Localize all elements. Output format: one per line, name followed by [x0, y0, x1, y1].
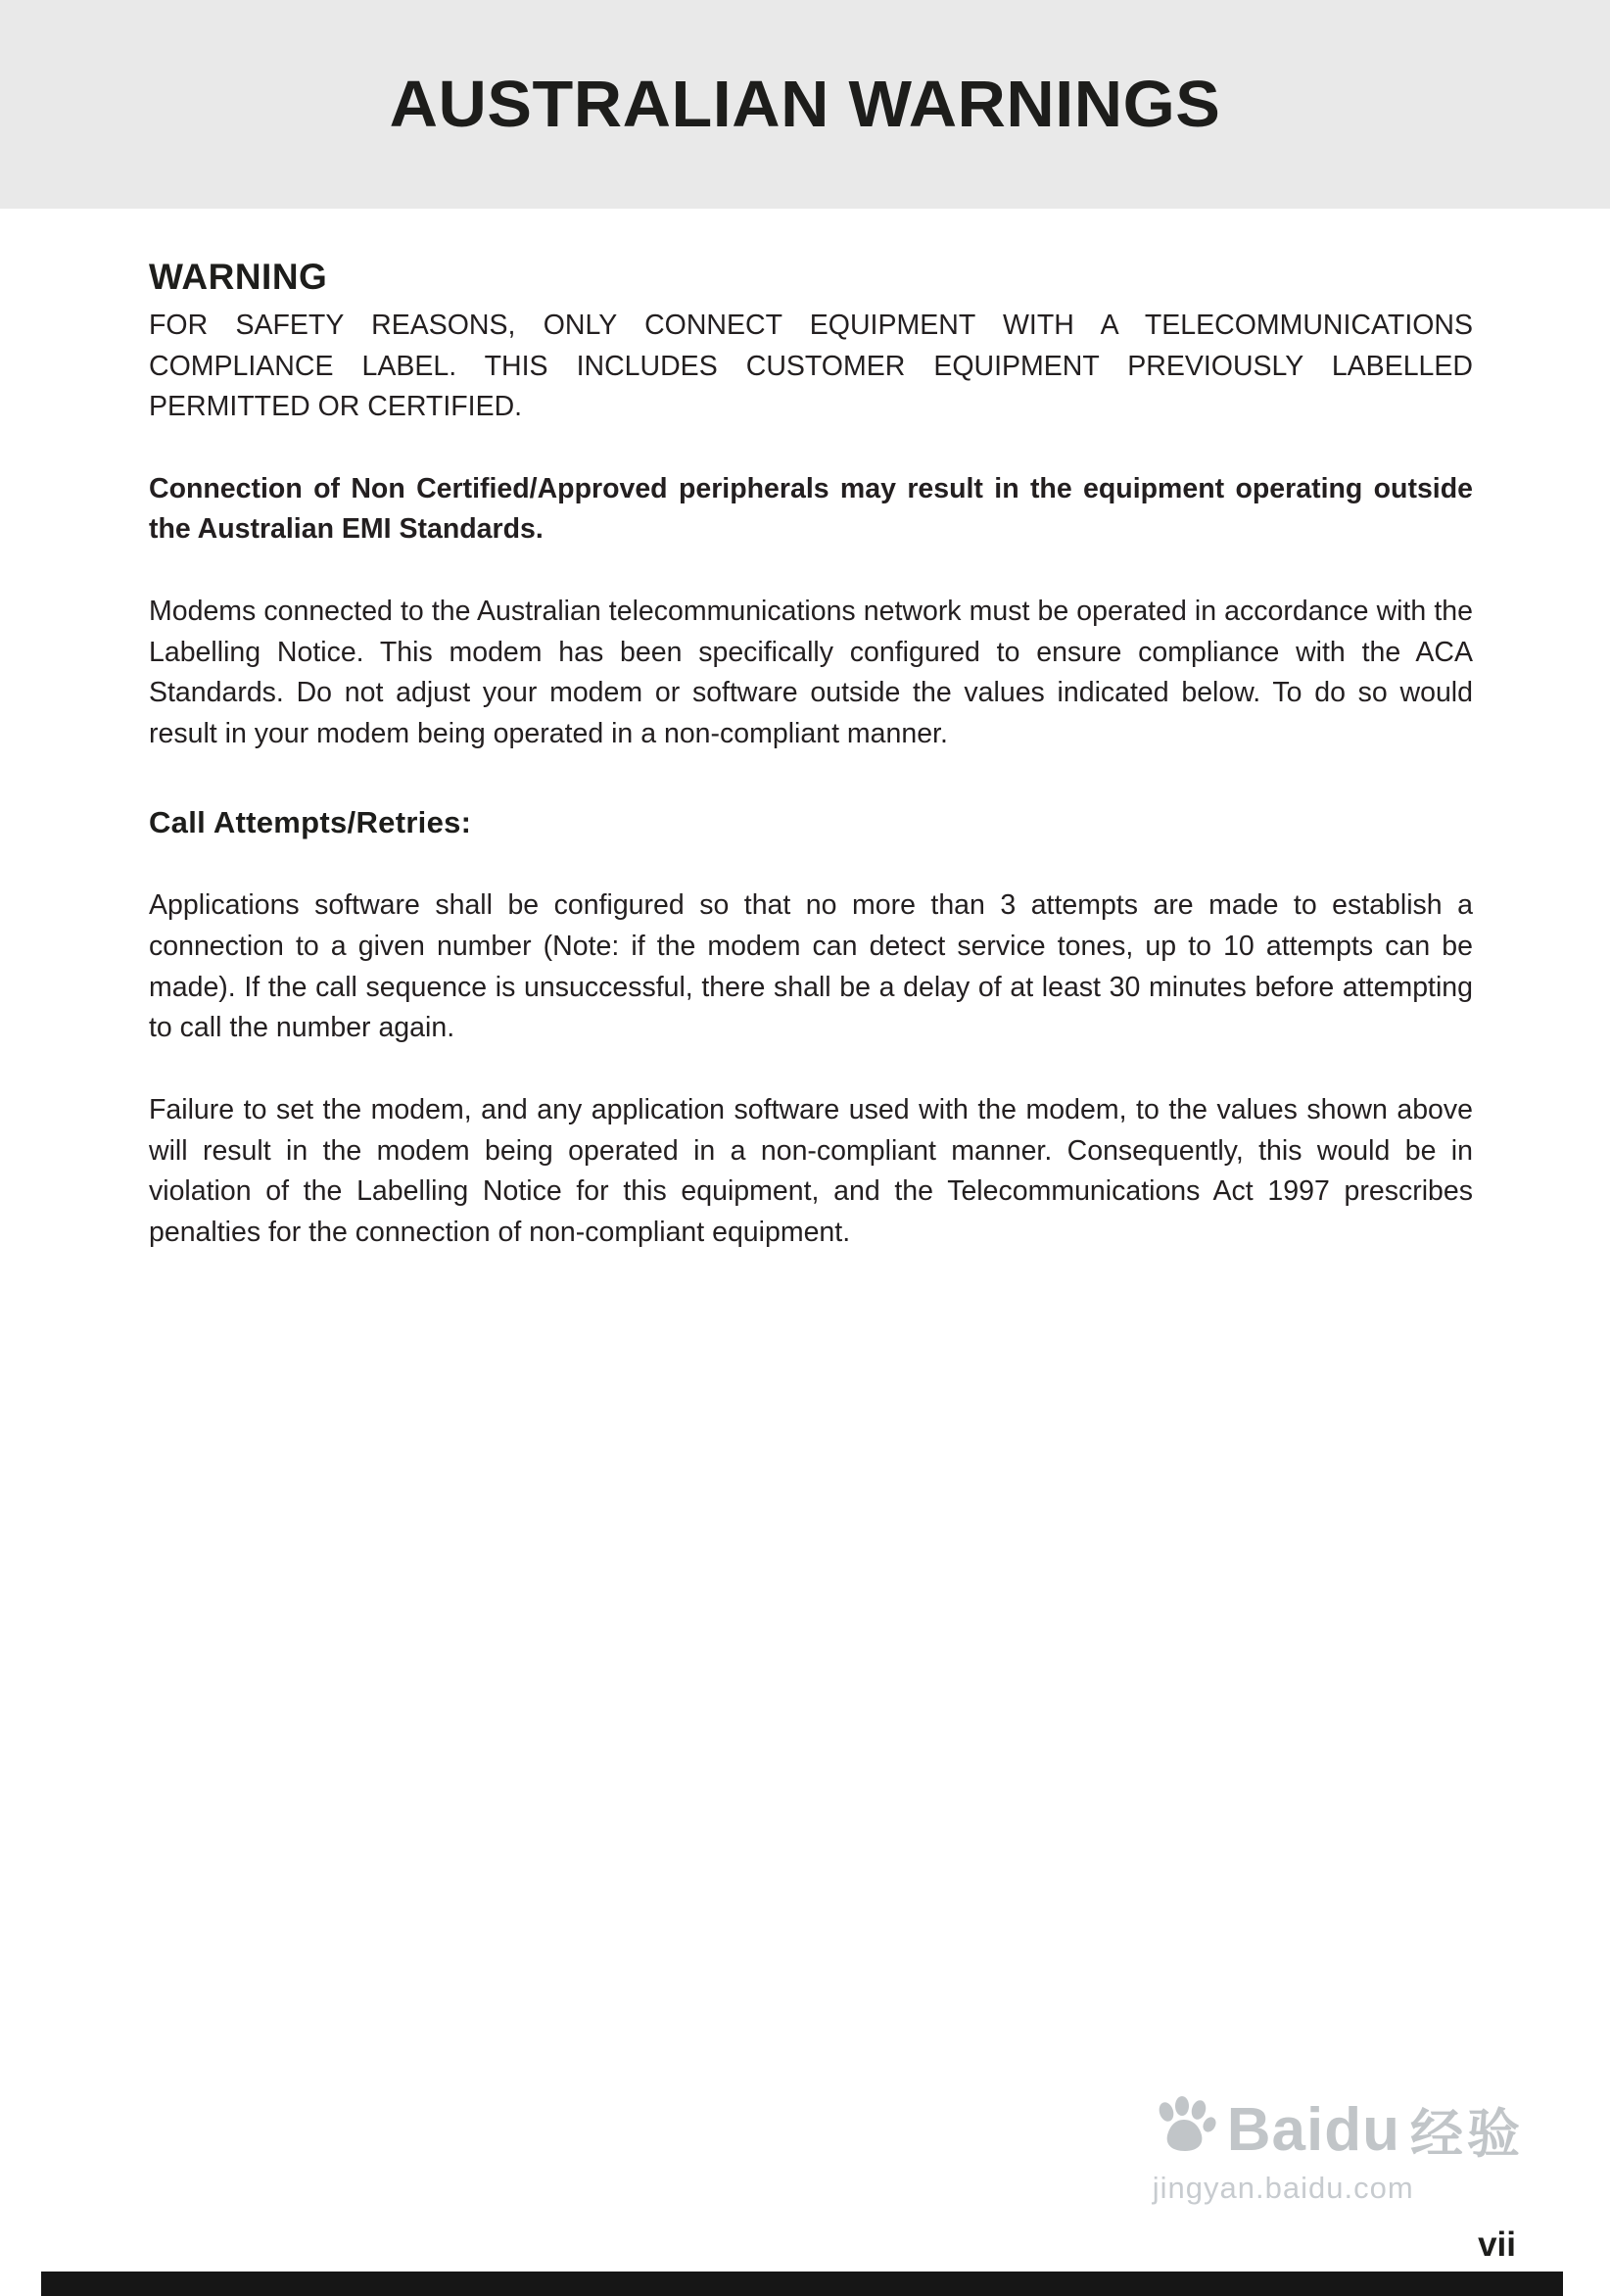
- non-certified-notice-paragraph: Connection of Non Certified/Approved peripherals may result in the equipment operating outside the Australian EMI Standards.: [149, 472, 1473, 546]
- call-attempts-paragraph: Applications software shall be configured so that no more than 3 attempts are made to establish a connection to a given number (Note: if the modem can detect service tones, up to 10 attempts can be made). If the call sequence is unsuccessful, there shall be a delay of at least 30 minutes before attempting to call the number again.: [149, 889, 1473, 1044]
- modems-paragraph: Modems connected to the Australian telecommunications network must be operated in accordance with the Labelling Notice. This modem has been specifically configured to ensure compliance with the ACA Standards. Do not adjust your modem or software outside the values indicated below. To do so would result in your modem being operated in a non-compliant manner.: [149, 596, 1473, 749]
- page-body: [149, 257, 1473, 1253]
- page-header-band: [0, 0, 1610, 209]
- baidu-watermark-url: jingyan.baidu.com: [1152, 2171, 1414, 2205]
- baidu-watermark: [1153, 2096, 1524, 2206]
- call-attempts-heading: Call Attempts/Retries:: [149, 805, 472, 840]
- baidu-watermark-brand-suffix: 经验: [1410, 2105, 1524, 2164]
- baidu-paw-icon: [1153, 2096, 1217, 2155]
- failure-paragraph: Failure to set the modem, and any application software used with the modem, to the values shown above will result in the modem being operated in a non-compliant manner. Consequently, this would be in violation of the Labelling Notice for this equipment, and the Telecommunications Act 1997 prescribes penalties for the connection of non-compliant equipment.: [149, 1093, 1473, 1248]
- bottom-rule-bar: [41, 2272, 1563, 2296]
- warning-heading: WARNING: [149, 257, 328, 297]
- warning-paragraph: FOR SAFETY REASONS, ONLY CONNECT EQUIPMENT WITH A TELECOMMUNICATIONS COMPLIANCE LABEL. THIS INCLUDES CUSTOMER EQUIPMENT PREVIOUSLY LABELLED PERMITTED OR CERTIFIED.: [149, 310, 1473, 423]
- baidu-watermark-brand-text: Baidu: [1226, 2096, 1400, 2164]
- page-title: AUSTRALIAN WARNINGS: [389, 68, 1221, 141]
- baidu-watermark-brand-row: [1153, 2096, 1524, 2164]
- page-number: vii: [1478, 2225, 1516, 2264]
